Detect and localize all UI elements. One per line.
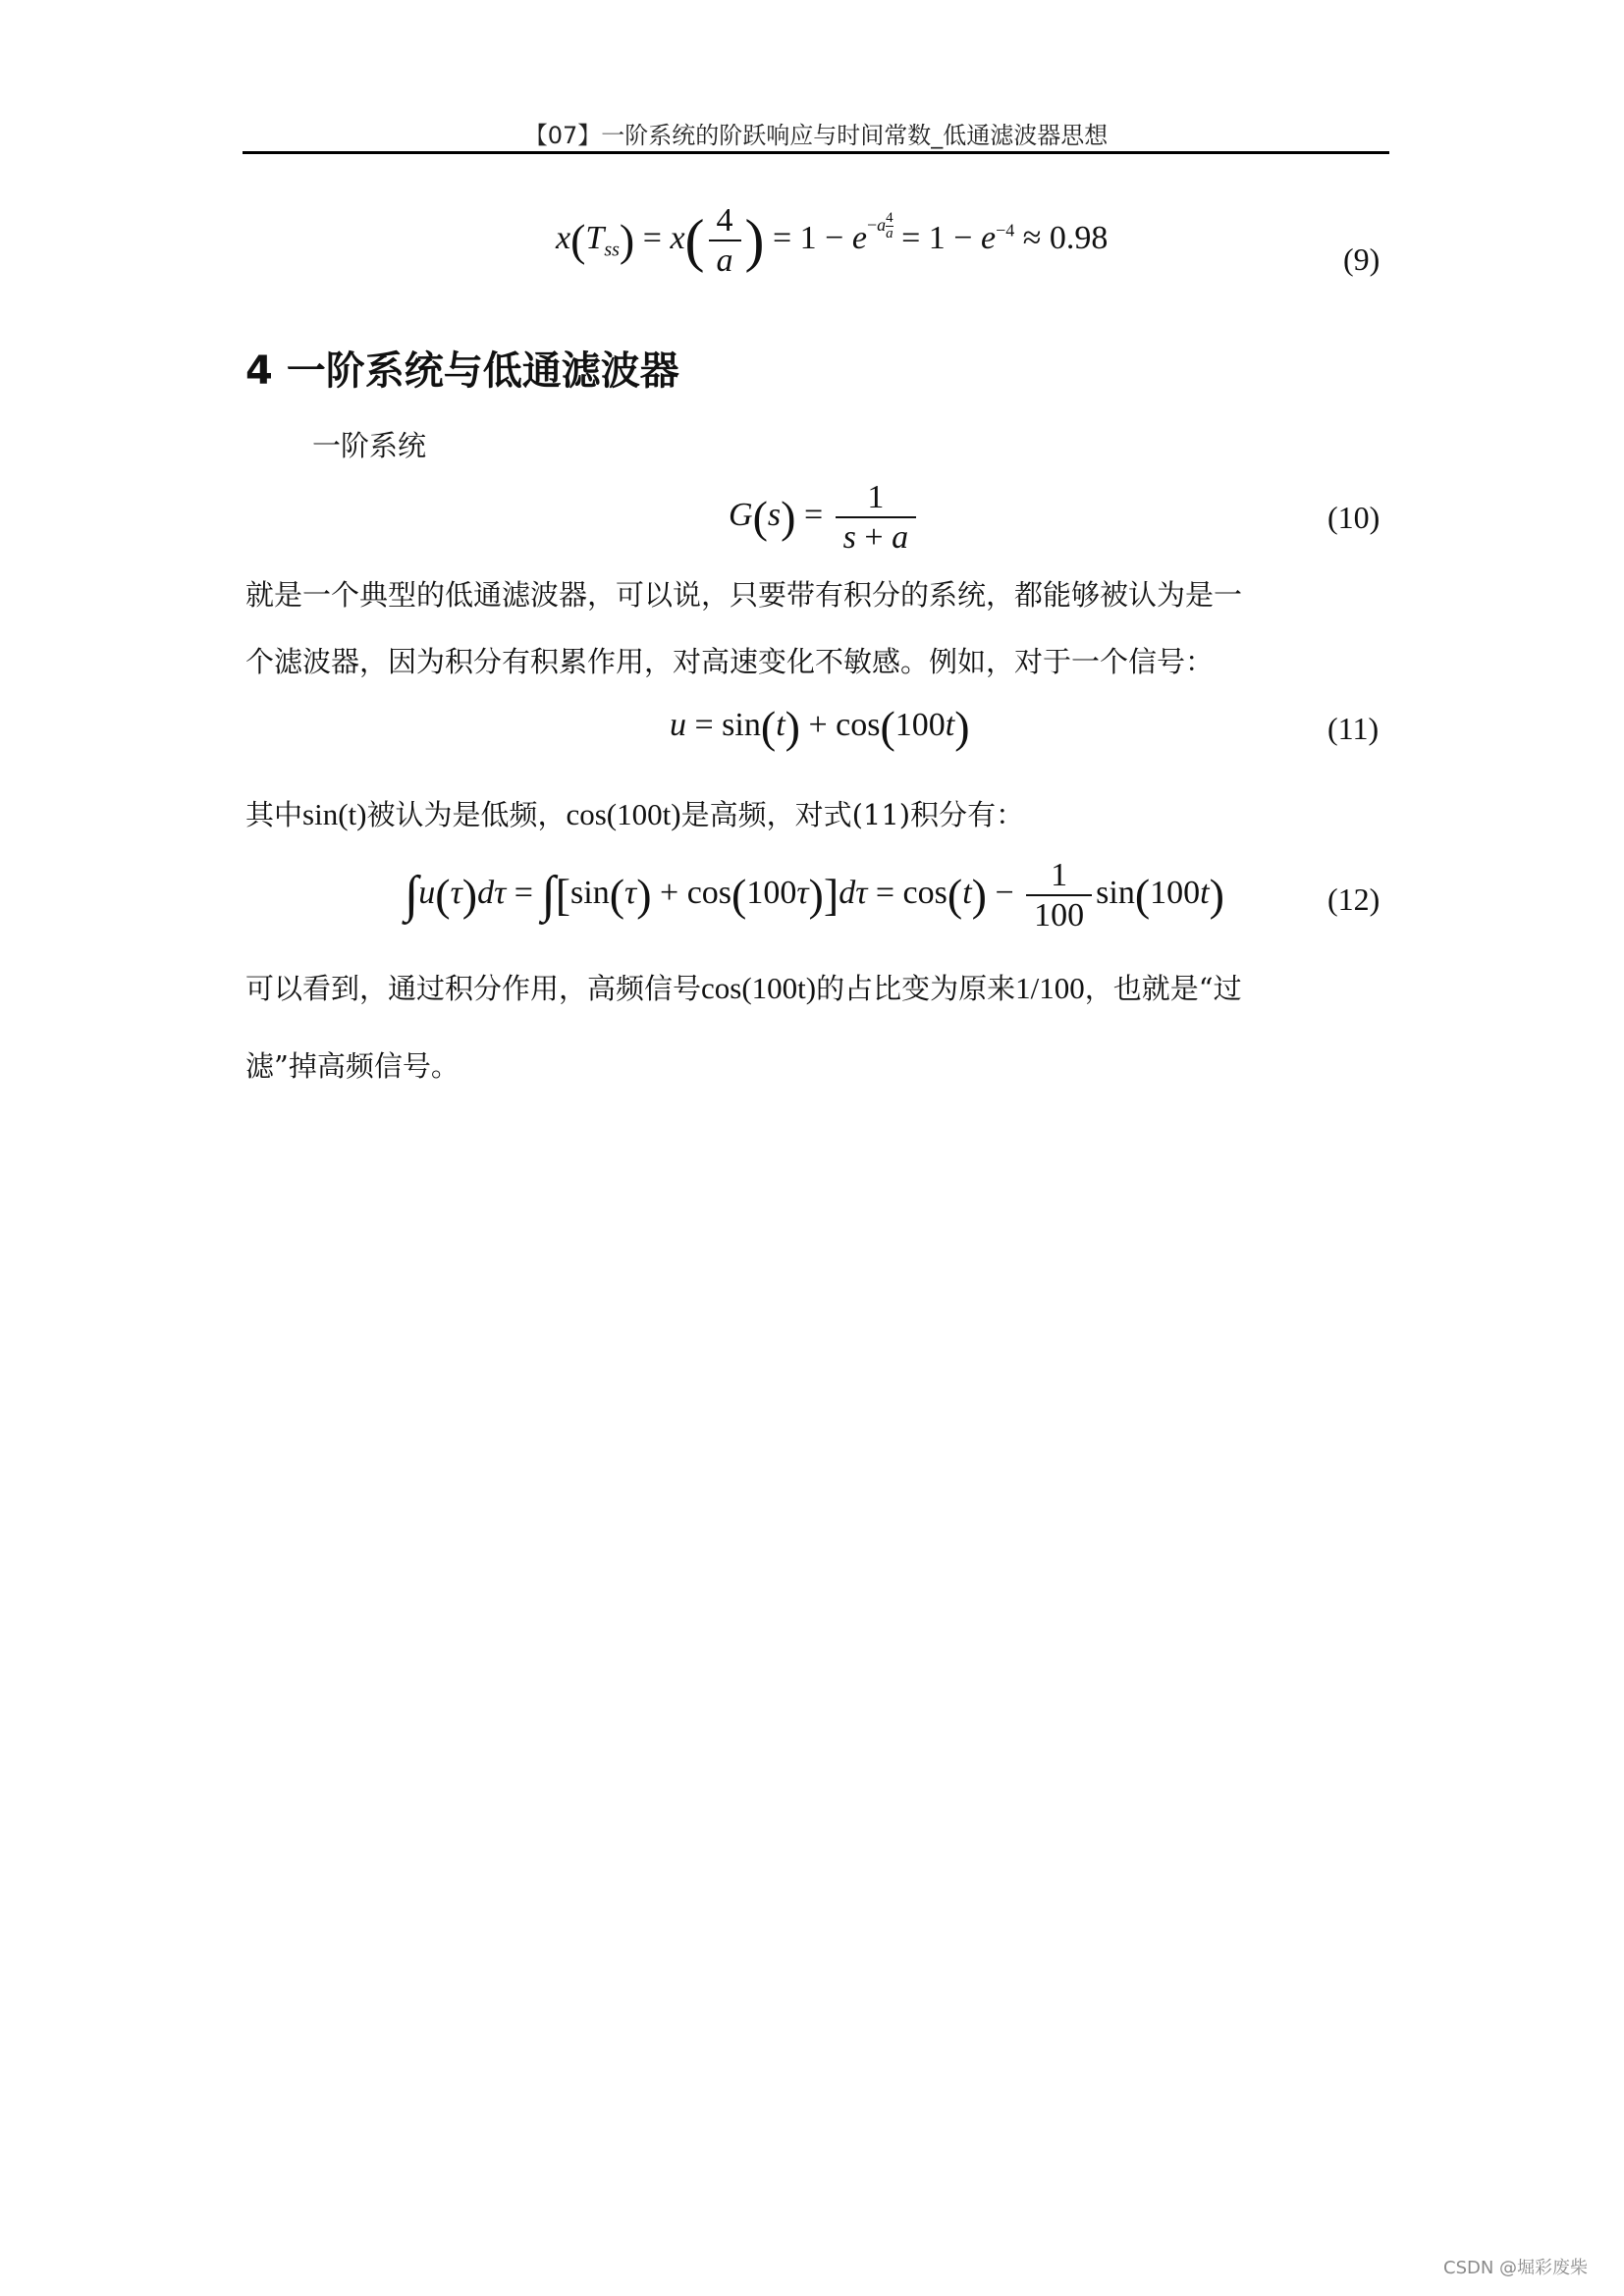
equation-11: u = sin(t) + cos(100t) xyxy=(670,702,970,752)
text-span: ，也就是“过 xyxy=(1084,972,1242,1005)
watermark: CSDN @堀彩废柴 xyxy=(1443,2258,1589,2278)
paragraph-line: 就是一个典型的低通滤波器，可以说，只要带有积分的系统，都能够被认为是一 xyxy=(245,578,1243,612)
inline-ratio: 1/100 xyxy=(1015,971,1085,1005)
section-number: 4 xyxy=(245,348,273,394)
text-span: 可以看到，通过积分作用，高频信号 xyxy=(245,972,702,1005)
text-span: 被认为是低频， xyxy=(366,798,567,831)
equation-9: $x(T_{ss}) = x$( $\frac{4}{a}$ ) = $1 - e^{-a \frac{4}{a}}$ = $1 - e^{-4} \approx 0.98$ xyxy=(556,202,1109,280)
running-header: 【07】一阶系统的阶跃响应与时间常数_低通滤波器思想 xyxy=(523,122,1109,149)
section-title: 一阶系统与低通滤波器 xyxy=(286,348,679,394)
text-span: 是高频，对式(11)积分有： xyxy=(680,798,1025,831)
equation-number-9: (9) xyxy=(1343,241,1380,277)
section-heading xyxy=(245,340,679,396)
paragraph-line xyxy=(245,793,1024,833)
equation-number-10: (10) xyxy=(1327,500,1380,535)
inline-sin-t: sin(t) xyxy=(302,797,367,831)
header-divider xyxy=(243,151,1389,154)
equation-10: G(s) = $\frac{1}{s + a}$ xyxy=(729,478,920,557)
inline-cos-100t: cos(100t) xyxy=(701,971,817,1005)
equation-number-12: (12) xyxy=(1327,881,1380,917)
paragraph-line: 滤”掉高频信号。 xyxy=(245,1049,460,1083)
paragraph-line: 个滤波器，因为积分有积累作用，对高速变化不敏感。例如，对于一个信号： xyxy=(245,645,1215,678)
text-span: 的占比变为原来 xyxy=(816,972,1016,1005)
text-span: 其中 xyxy=(245,798,303,831)
paragraph-line xyxy=(245,967,1242,1007)
inline-cos-100t: cos(100t) xyxy=(566,797,681,831)
equation-number-11: (11) xyxy=(1327,711,1380,746)
equation-12: ∫u(τ)dτ = ∫[sin(τ) + cos(100τ)]dτ = cos(t) − $\frac{1}{100}$ sin(100t) xyxy=(405,857,1224,934)
intro-text: 一阶系统 xyxy=(312,429,427,462)
